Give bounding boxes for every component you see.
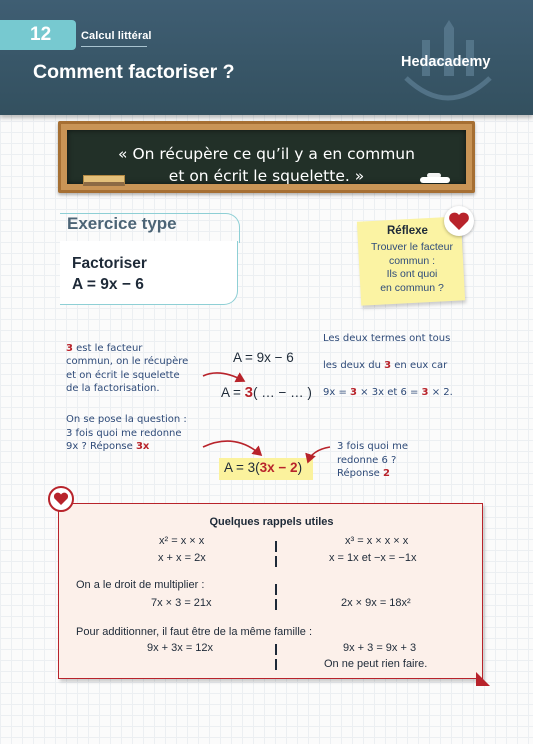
rappel-item: On ne peut rien faire. xyxy=(324,658,428,670)
note-highlight: 3 xyxy=(66,343,73,354)
rappel-item: 7x × 3 = 21x xyxy=(151,597,212,609)
arrow-icon xyxy=(203,441,261,455)
rappel-item: x + x = 2x xyxy=(158,552,206,564)
step-text: ) xyxy=(297,460,303,475)
rappel-item: x³ = x × x × x xyxy=(345,535,409,547)
separator xyxy=(275,659,277,670)
exercise-expression: A = 9x − 6 xyxy=(72,276,144,293)
separator xyxy=(275,644,277,655)
rappel-text: On a le droit de multiplier : xyxy=(76,579,205,591)
rappel-item: 9x + 3 = 9x + 3 xyxy=(343,642,417,654)
page-number: 12 xyxy=(0,20,76,50)
chapter-label: Calcul littéral xyxy=(81,30,152,42)
note-text: est le facteur xyxy=(72,343,143,354)
heart-icon xyxy=(50,488,72,510)
note-text: × 2. xyxy=(428,386,453,398)
step-highlight: 3x − 2 xyxy=(259,460,298,475)
note-highlight: 3 xyxy=(350,386,357,398)
rappels-title: Quelques rappels utiles xyxy=(209,516,334,528)
rappel-item: x² = x × x xyxy=(159,535,205,547)
note-highlight: 3 xyxy=(421,386,429,398)
step-text: A = xyxy=(221,385,245,400)
rappel-item: x = 1x et −x = −1x xyxy=(329,552,417,564)
brand-name: Hedacademy xyxy=(401,54,491,70)
step-text: A = 3( xyxy=(224,460,260,475)
note-text: les deux du xyxy=(323,359,385,371)
note-text: On se pose la question : 3 fois quoi me redonne 9x ? Réponse xyxy=(66,414,187,452)
step-1: A = 9x − 6 xyxy=(233,350,294,365)
note-line: Les deux termes ont tous xyxy=(323,332,451,344)
heart-badge xyxy=(48,486,74,512)
note-text: 9x = xyxy=(323,386,351,398)
rappel-item: 2x × 9x = 18x² xyxy=(341,597,411,609)
separator xyxy=(275,556,277,567)
facteur-note-rest: commun, on le récupère et on écrit le squelette de la factorisation. xyxy=(66,356,189,394)
separator xyxy=(275,599,277,610)
note-highlight: 3x xyxy=(135,441,150,452)
rappel-item: 9x + 3x = 12x xyxy=(147,642,214,654)
note-text: × 3x et 6 = xyxy=(357,386,422,398)
chalkboard-line-1: « On récupère ce qu’il y a en commun xyxy=(118,145,415,163)
page-title: Comment factoriser ? xyxy=(33,61,235,83)
reflexe-title: Réflexe xyxy=(387,225,428,237)
note-text: en eux car xyxy=(391,359,448,371)
chalkboard-line-2: et on écrit le squelette. » xyxy=(168,167,365,185)
arrow-icon xyxy=(308,447,330,462)
reflexe-text: Trouver le facteur commun : Ils ont quoi en commun ? xyxy=(371,241,453,294)
note-highlight: 2 xyxy=(383,468,390,479)
note-text: 3 fois quoi me redonne 6 ? Réponse xyxy=(337,441,409,479)
exercise-label: Factoriser xyxy=(72,255,147,272)
step-text: ( … − … ) xyxy=(253,385,312,400)
separator xyxy=(275,541,277,552)
step-highlight: 3 xyxy=(244,384,253,401)
rappel-text: Pour additionner, il faut être de la même famille : xyxy=(76,626,313,638)
note-highlight: 3 xyxy=(384,359,392,371)
arrow-icon xyxy=(203,373,244,381)
separator xyxy=(275,584,277,595)
rappels-box xyxy=(58,503,483,679)
exercise-title: Exercice type xyxy=(67,214,177,233)
